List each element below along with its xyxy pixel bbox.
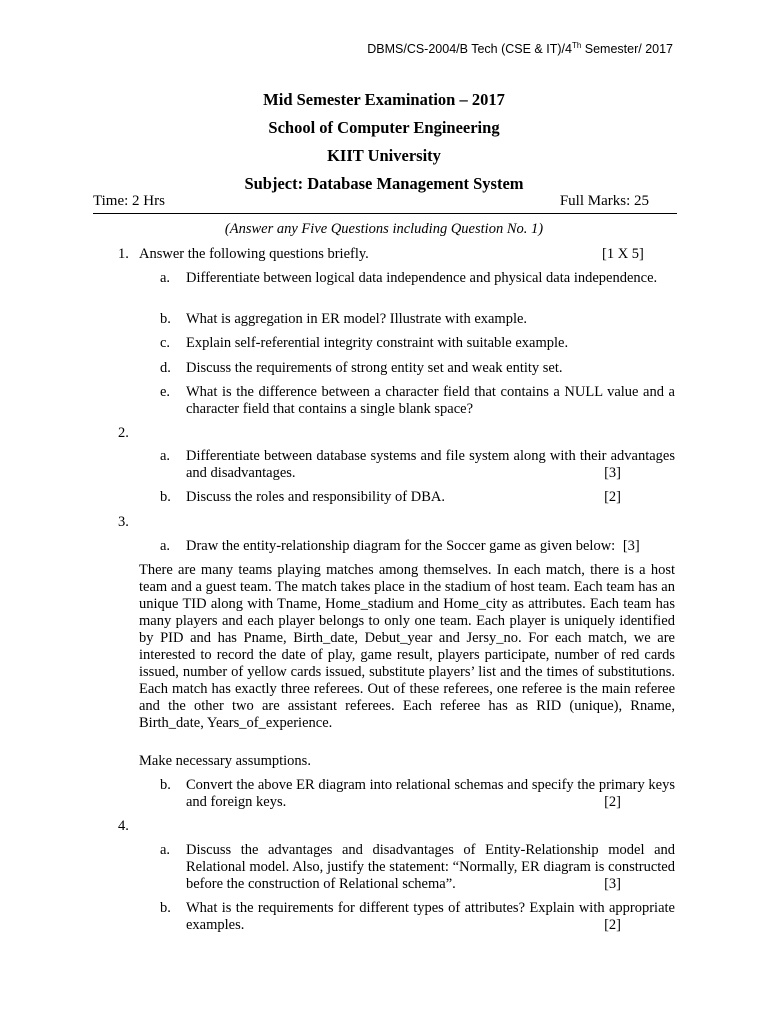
full-marks-label: Full Marks: 25 [559,193,649,209]
q1-item-d-text: Discuss the requirements of strong entity set and weak entity set. [186,360,563,376]
q4-item-a-label: a. [160,842,171,858]
q3-item-b-marks: [2] [604,794,621,810]
q4-item-b-body [186,900,675,934]
q1-marks: [1 X 5] [602,246,644,262]
q2-item-a-marks: [3] [604,465,621,481]
school-title: School of Computer Engineering [268,118,500,137]
q1-item-b-label: b. [160,311,171,327]
q4-item-b-label: b. [160,900,171,916]
q1-item-e [160,384,675,418]
exam-titles [0,86,768,198]
q1-item-e-label: e. [160,384,171,400]
q2-item-b-marks: [2] [604,489,621,505]
running-header-after: Semester/ 2017 [581,42,673,56]
university-title: KIIT University [327,146,441,165]
q2-number: 2. [118,425,129,441]
time-label: Time: 2 Hrs [93,193,165,209]
q1-item-c-label: c. [160,335,171,351]
q1-item-d [160,360,675,377]
q2-item-a [160,448,675,482]
q1-text: Answer the following questions briefly. [139,246,369,262]
q3-item-a-label: a. [160,538,171,554]
q4-item-b-text: What is the requirements for different types of attributes? Explain with appropriate examples. [186,900,675,933]
q3-number: 3. [118,514,129,530]
instruction: (Answer any Five Questions including Question No. 1) [224,221,544,237]
q2-item-b-text: Discuss the roles and responsibility of DBA. [186,489,445,505]
q3-item-a-text: Draw the entity-relationship diagram for the Soccer game as given below: [186,538,616,554]
q1-number: 1. [118,246,129,262]
q4-number: 4. [118,818,129,834]
q4-item-a-text: Discuss the advantages and disadvantages of Entity-Relationship model and Relational model. Also, justify the statement: “Normally, ER diagram is constructed before the construction of Relational schema”. [186,842,675,892]
q3-assumption: Make necessary assumptions. [139,753,311,769]
q1-item-c [160,335,675,352]
q1-item-a-label: a. [160,270,171,286]
q3-item-b [160,777,675,811]
q3-item-b-body [186,777,675,811]
q2-item-b [160,489,675,506]
running-header-sup: Th [571,40,582,50]
subject-title: Subject: Database Management System [244,174,524,193]
q4-item-a-marks: [3] [604,876,621,892]
q2-item-a-text: Differentiate between database systems and file system along with their advantages and disadvantages. [186,448,675,481]
q3-item-a-marks: [3] [622,538,640,554]
q2-item-b-label: b. [160,489,171,505]
running-header-text: DBMS/CS-2004/B Tech (CSE & IT)/4 [367,42,572,56]
q2-item-a-body [186,448,675,482]
q1-item-a [160,270,675,287]
q1-item-e-text: What is the difference between a character field that contains a NULL value and a character field that contains a single blank space? [186,384,675,417]
q3-item-b-text: Convert the above ER diagram into relational schemas and specify the primary keys and foreign keys. [186,777,675,810]
q3-scenario: There are many teams playing matches among themselves. In each match, there is a host team and a guest team. The match takes place in the stadium of host team. Each team has an unique TID along with Tname, Home_stadium and Home_city as attributes. Each team has many players and each player belongs to only one team. Each player is uniquely identified by PID and has Pname, Birth_date, Debut_year and Jersy_no. For each match, we are interested to record the date of play, game result, players participate, number of red cards issued, number of yellow cards issued, substitute players’ list and the times of substitutions. Each match has exactly three referees. Out of these referees, one referee is the main referee and the other two are assistant referees. Each referee has as RID (unique), Rname, Birth_date, Years_of_experience. [139,562,675,731]
exam-title: Mid Semester Examination – 2017 [263,90,505,109]
q1-item-a-text: Differentiate between logical data independence and physical data independence. [186,270,658,286]
q4-item-b-marks: [2] [604,917,621,933]
running-header [367,42,673,56]
q4-item-a-body [186,842,675,893]
q2-item-b-body [186,489,675,506]
q3-item-a [160,538,675,555]
q3-item-a-body [186,538,675,555]
header-rule [93,213,677,214]
q3-item-b-label: b. [160,777,171,793]
q1-item-c-text: Explain self-referential integrity constraint with suitable example. [186,335,569,351]
q4-item-b [160,900,675,934]
q1-item-b [160,311,675,328]
q1-item-d-label: d. [160,360,171,376]
q1-item-b-text: What is aggregation in ER model? Illustrate with example. [186,311,528,327]
exam-meta [93,193,677,213]
q2-item-a-label: a. [160,448,171,464]
q4-item-a [160,842,675,893]
